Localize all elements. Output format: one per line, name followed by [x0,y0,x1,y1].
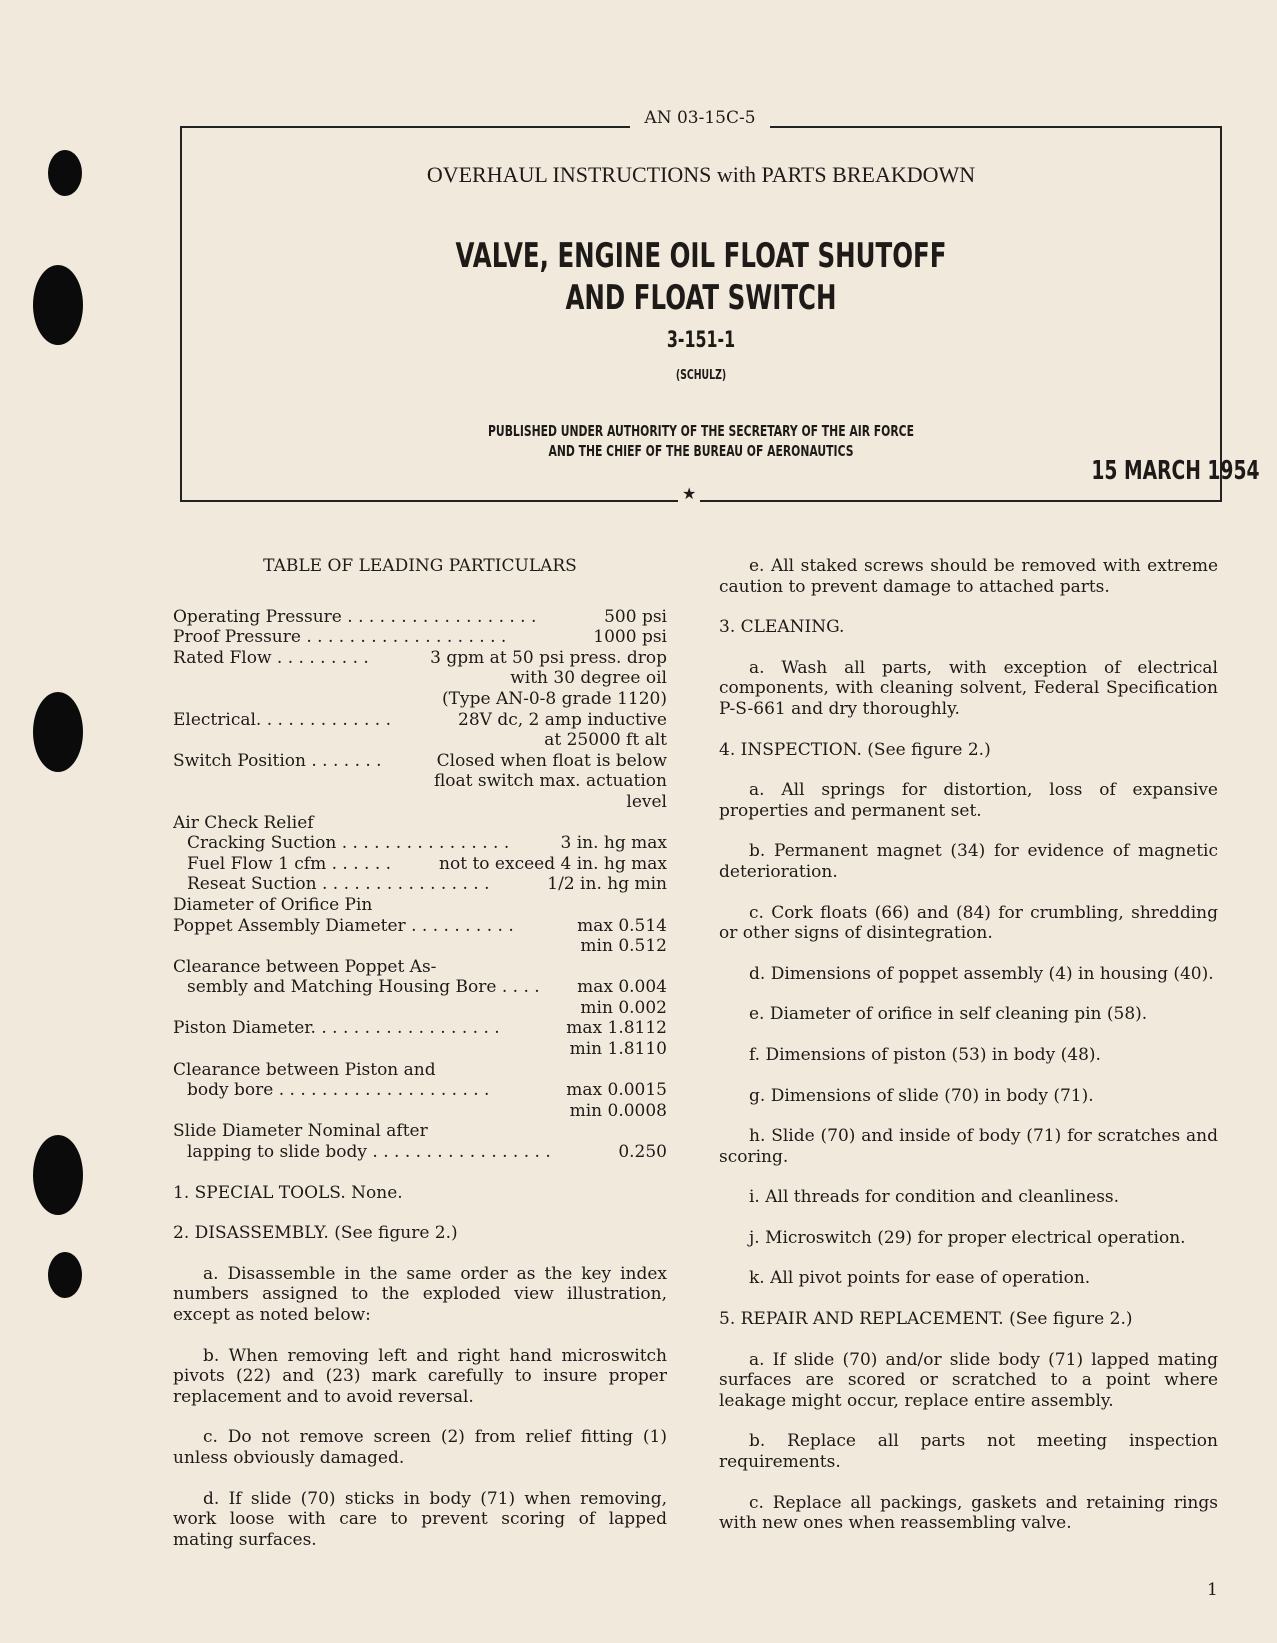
paragraph: g. Dimensions of slide (70) in body (71). [749,1085,1094,1106]
paragraph: j. Microswitch (29) for proper electrical operation. [749,1227,1186,1248]
row-value: 1/2 in. hg min [547,874,667,895]
authority-line-1: PUBLISHED UNDER AUTHORITY OF THE SECRETARY OF THE AIR FORCE [488,422,914,440]
table-row [173,977,667,998]
binder-hole [33,1135,83,1215]
table-row [173,1142,667,1163]
table-row [173,854,667,875]
row-label: Piston Diameter. . . . . . . . . . . . . . . . . . [173,1018,500,1039]
paragraph: b. When removing left and right hand microswitch pivots (22) and (23) mark carefully to insure proper replacement and to avoid reversal. [173,1345,667,1407]
row-value: min 0.512 [580,936,667,957]
series-title: OVERHAUL INSTRUCTIONS with PARTS BREAKDOWN [426,162,976,187]
table-row [173,710,667,731]
row-value: not to exceed 4 in. hg max [439,853,667,874]
row-label: sembly and Matching Housing Bore . . . . [187,977,540,998]
paragraph: c. Replace all packings, gaskets and retaining rings with new ones when reassembling valve. [719,1492,1218,1534]
row-label: Air Check Relief [173,812,314,833]
table-row [173,668,667,689]
document-number-header [180,108,1220,128]
page-number: 1 [1207,1580,1218,1600]
table-row [173,998,667,1019]
paragraph: d. If slide (70) sticks in body (71) when removing, work loose with care to prevent scoring of lapped mating surfaces. [173,1488,667,1550]
paragraph: h. Slide (70) and inside of body (71) for scratches and scoring. [719,1126,1218,1167]
row-label: Operating Pressure . . . . . . . . . . . . . . . . . . [173,606,537,627]
table-title: TABLE OF LEADING PARTICULARS [263,556,577,576]
table-row [173,792,667,813]
table-row [173,833,667,854]
row-value: max 0.0015 [566,1080,667,1101]
table-row [173,627,667,648]
row-label: Electrical. . . . . . . . . . . . . [173,709,392,730]
row-value: min 1.8110 [569,1039,667,1060]
section-heading: 2. DISASSEMBLY. (See figure 2.) [173,1223,458,1244]
paragraph: c. Cork floats (66) and (84) for crumbling, shredding or other signs of disintegration. [719,902,1218,944]
row-label: Rated Flow . . . . . . . . . [173,647,369,668]
row-label: body bore . . . . . . . . . . . . . . . . . . . . [187,1080,490,1101]
left-column [173,556,667,1570]
row-label: Cracking Suction . . . . . . . . . . . . . . . . [187,833,510,854]
row-label: Proof Pressure . . . . . . . . . . . . . . . . . . . [173,627,507,648]
table-row [173,957,667,978]
table-row [173,1080,667,1101]
table-row [173,751,667,772]
row-value: at 25000 ft alt [544,730,667,751]
binder-hole [48,150,82,196]
row-value: Closed when float is below [436,750,667,771]
title-block [180,126,1260,502]
table-row [173,1039,667,1060]
paragraph: a. All springs for distortion, loss of expansive properties and permanent set. [719,780,1218,821]
row-value: max 1.8112 [566,1018,667,1039]
table-row [173,916,667,937]
paragraph: a. Disassemble in the same order as the key index numbers assigned to the exploded view illustration, except as noted below: [173,1263,667,1325]
table-row [173,1018,667,1039]
paragraph: a. If slide (70) and/or slide body (71) lapped mating surfaces are scored or scratched to a point where leakage might occur, replace entire assembly. [719,1349,1218,1411]
section-heading: 5. REPAIR AND REPLACEMENT. (See figure 2.) [719,1309,1133,1330]
row-label: Reseat Suction . . . . . . . . . . . . . . . . [187,874,490,895]
paragraph: b. Replace all parts not meeting inspection requirements. [719,1431,1218,1473]
table-row [173,874,667,895]
document-title-line1: VALVE, ENGINE OIL FLOAT SHUTOFF [455,236,947,276]
row-label: lapping to slide body . . . . . . . . . . . . . . . . . [187,1142,551,1163]
paragraph: i. All threads for condition and cleanliness. [749,1187,1120,1208]
row-label: Slide Diameter Nominal after [173,1121,428,1142]
paragraph: e. All staked screws should be removed with extreme caution to prevent damage to attached parts. [719,556,1218,597]
binder-hole [33,692,83,772]
row-value: 0.250 [618,1142,667,1163]
table-row [173,689,667,710]
document-number: AN 03-15C-5 [630,108,769,128]
star-divider-icon: ★ [678,484,700,503]
section-heading: 4. INSPECTION. (See figure 2.) [719,739,991,760]
row-label: Diameter of Orifice Pin [173,894,373,915]
manufacturer: (SCHULZ) [675,368,727,383]
row-label: Fuel Flow 1 cfm . . . . . . [187,853,392,874]
paragraph: f. Dimensions of piston (53) in body (48). [749,1044,1101,1065]
table-row [173,895,667,916]
row-label: Poppet Assembly Diameter . . . . . . . . . . [173,915,514,936]
table-row [173,648,667,669]
table-row [173,1101,667,1122]
row-value: max 0.004 [577,977,667,998]
publication-date: 15 MARCH 1954 [1091,456,1260,486]
row-value: max 0.514 [577,915,667,936]
table-row [173,730,667,751]
paragraph: d. Dimensions of poppet assembly (4) in housing (40). [749,963,1214,984]
section-heading: 1. SPECIAL TOOLS. None. [173,1182,403,1203]
authority-line-2: AND THE CHIEF OF THE BUREAU OF AERONAUTICS [548,442,854,460]
table-row [173,936,667,957]
row-value: (Type AN-0-8 grade 1120) [442,688,667,709]
table-row [173,607,667,628]
table-row [173,771,667,792]
paragraph: a. Wash all parts, with exception of electrical components, with cleaning solvent, Federal Specification P-S-661 and dry thoroughly. [719,657,1218,719]
row-label: Clearance between Poppet As- [173,956,437,977]
table-row [173,813,667,834]
document-title-line2: AND FLOAT SWITCH [565,278,837,318]
paragraph: e. Diameter of orifice in self cleaning pin (58). [749,1004,1148,1025]
row-value: float switch max. actuation [433,771,667,792]
row-value: min 0.002 [580,997,667,1018]
row-value: 28V dc, 2 amp inductive [458,709,667,730]
row-value: level [626,791,667,812]
row-value: min 0.0008 [569,1100,667,1121]
right-column [719,556,1218,1554]
binder-hole [48,1252,82,1298]
paragraph: b. Permanent magnet (34) for evidence of magnetic deterioration. [719,841,1218,882]
paragraph: c. Do not remove screen (2) from relief fitting (1) unless obviously damaged. [173,1427,667,1468]
section-heading: 3. CLEANING. [719,617,845,638]
binder-hole [33,265,83,345]
leading-particulars-table [173,607,667,1163]
row-value: with 30 degree oil [510,668,667,689]
table-row [173,1060,667,1081]
row-value: 3 in. hg max [560,833,667,854]
row-label: Clearance between Piston and [173,1059,436,1080]
row-value: 1000 psi [593,627,667,648]
row-value: 3 gpm at 50 psi press. drop [430,647,667,668]
row-label: Switch Position . . . . . . . [173,750,382,771]
paragraph: k. All pivot points for ease of operation. [749,1268,1091,1289]
table-row [173,1121,667,1142]
row-value: 500 psi [604,606,667,627]
model-number: 3-151-1 [666,328,736,353]
